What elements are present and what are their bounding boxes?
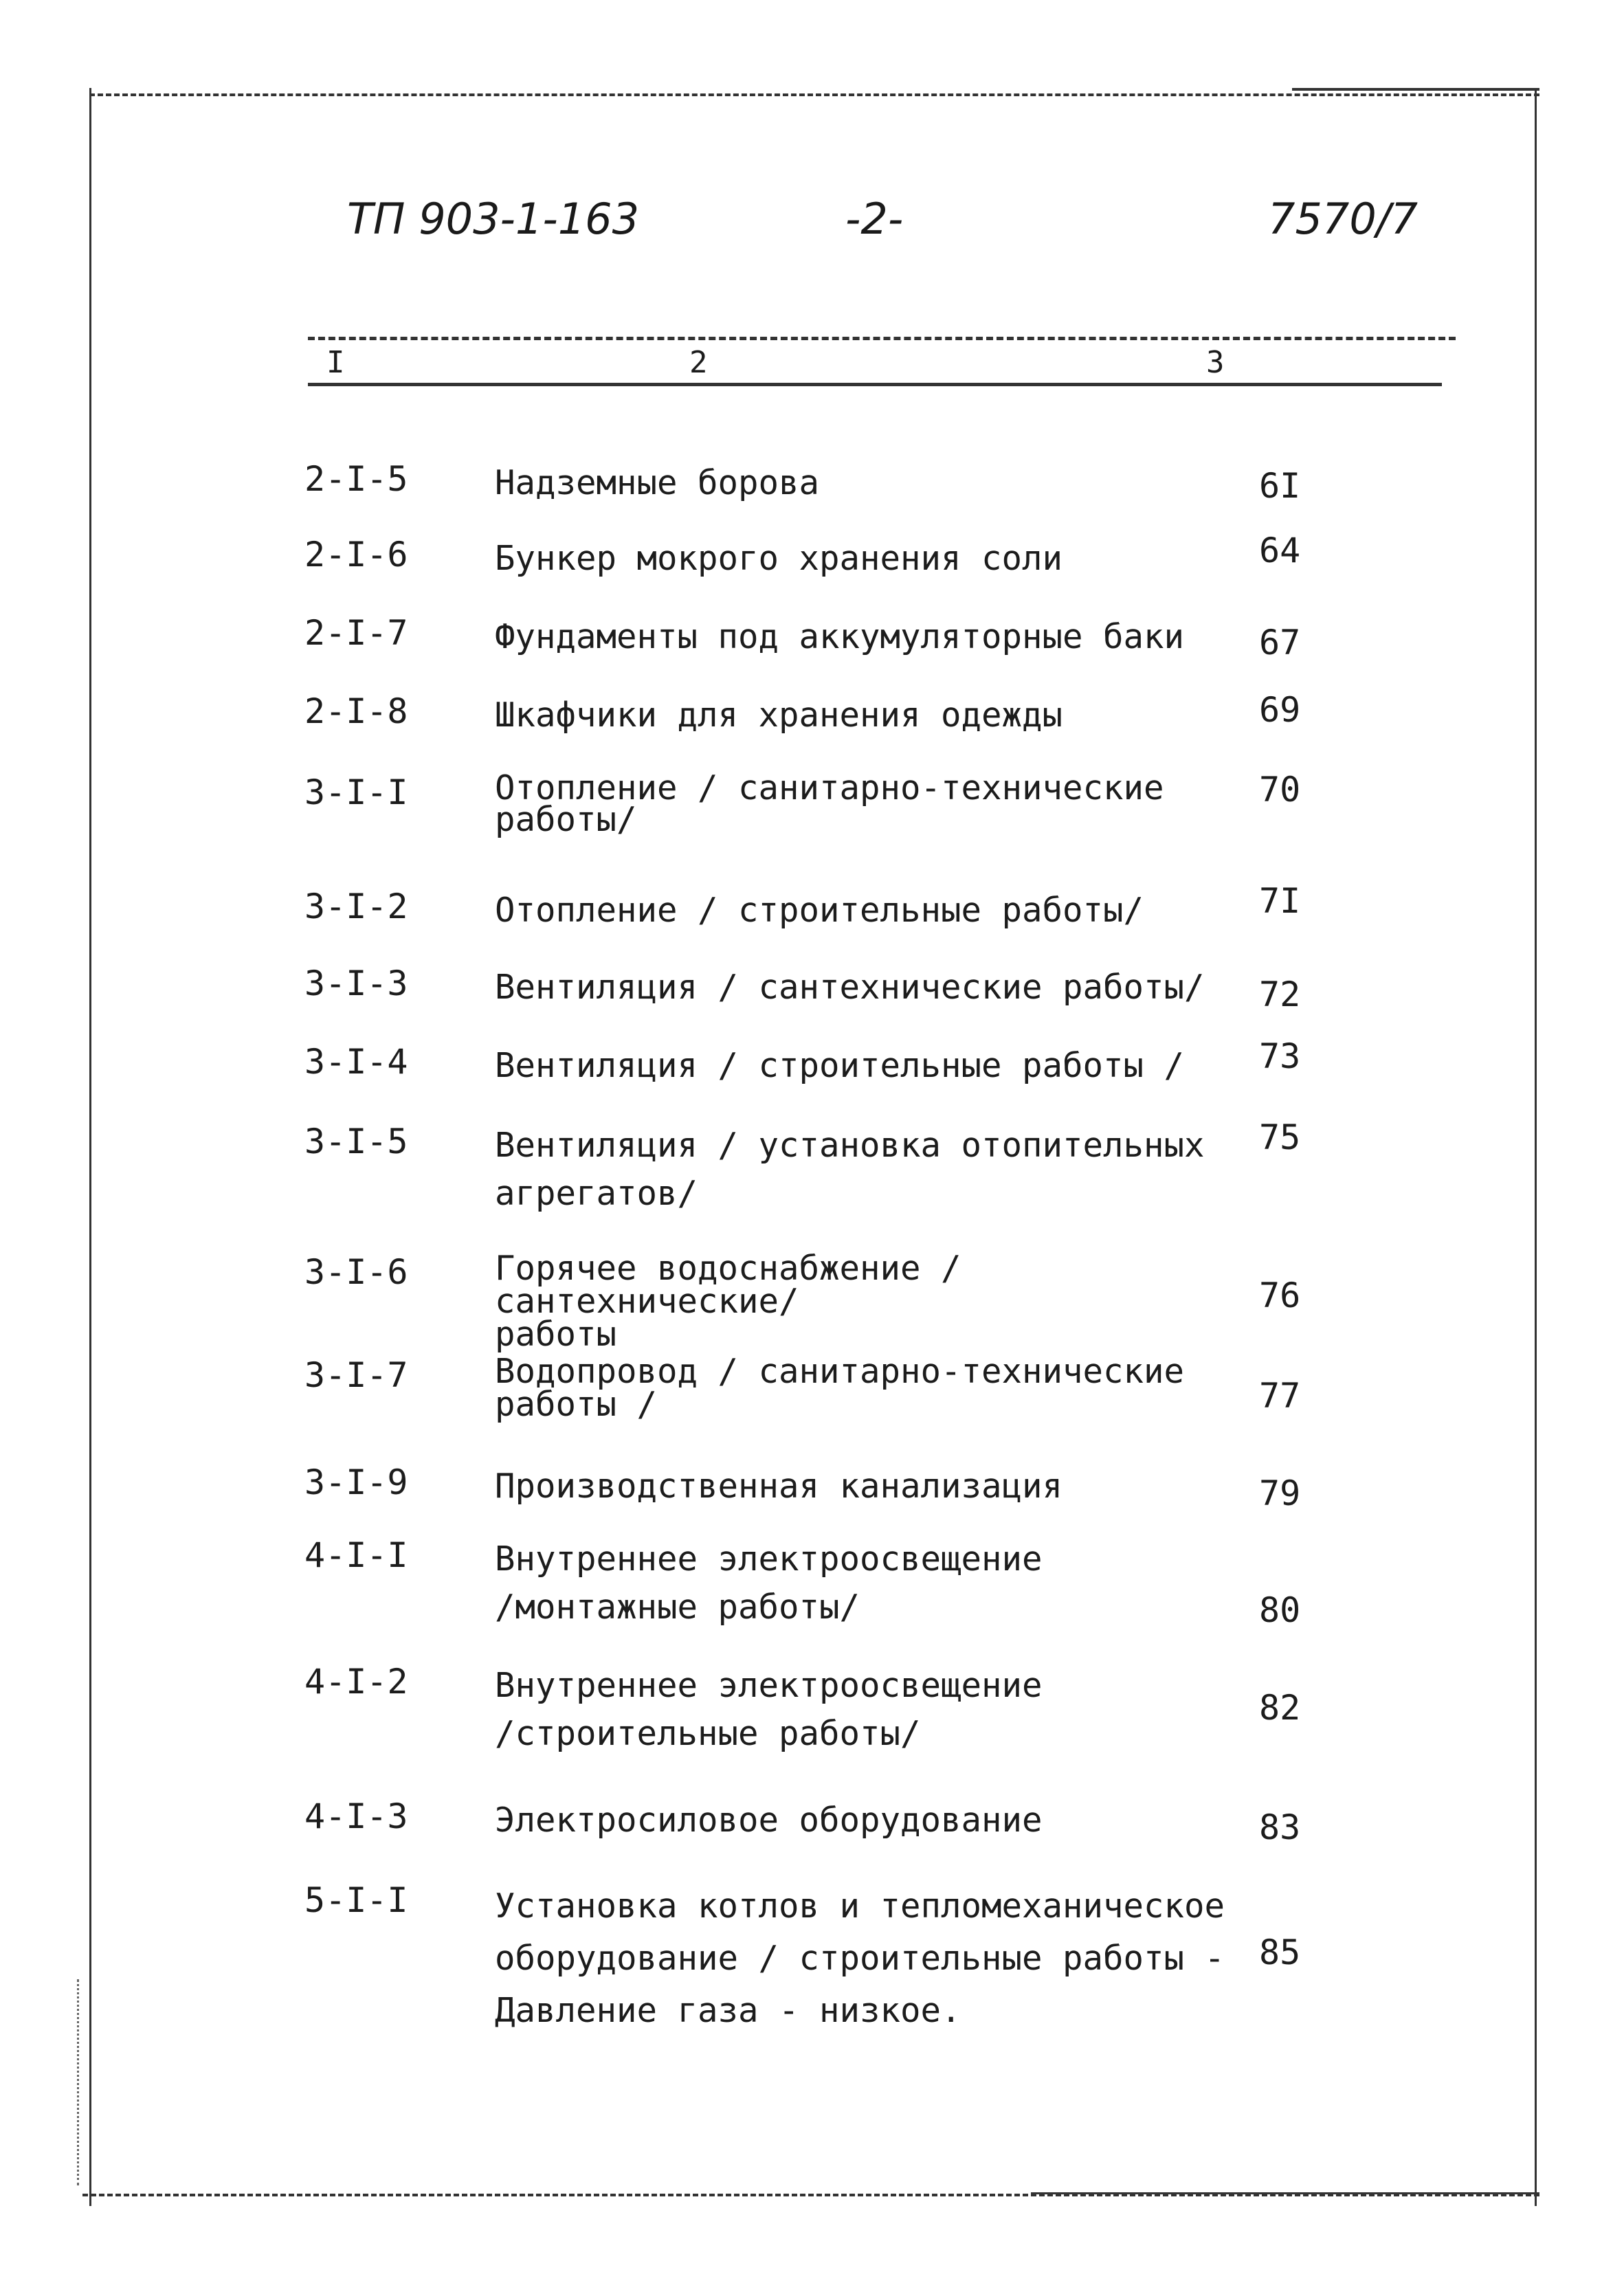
entry-page: 85 [1259, 1933, 1301, 1972]
entry-page: 77 [1259, 1376, 1301, 1416]
entry-title: Водопровод / санитарно-технические работы / [495, 1352, 1185, 1424]
entry-title: Надземные борова [495, 463, 820, 502]
entry-title: Фундаменты под аккумуляторные баки [495, 617, 1185, 656]
entry-code: 4-I-I [304, 1535, 408, 1575]
entry-title: Вентиляция / строительные работы / [495, 1046, 1185, 1085]
entry-code: 3-I-6 [304, 1252, 408, 1292]
entry-code: 3-I-2 [304, 887, 408, 926]
entry-code: 2-I-6 [304, 535, 408, 575]
entry-page: 82 [1259, 1688, 1301, 1728]
entry-code: 2-I-7 [304, 613, 408, 653]
entry-title: Шкафчики для хранения одежды [495, 695, 1063, 735]
entry-page: 83 [1259, 1807, 1301, 1847]
entry-code: 2-I-8 [304, 691, 408, 731]
entry-page: 7I [1259, 881, 1301, 921]
page-number: -2- [845, 194, 904, 244]
entry-page: 69 [1259, 690, 1301, 730]
column-header-3: 3 [1206, 345, 1225, 380]
entry-code: 3-I-I [304, 772, 408, 812]
top-border-dashed [89, 93, 1539, 96]
entry-page: 6I [1259, 466, 1301, 506]
entry-title: Бункер мокрого хранения соли [495, 539, 1063, 578]
entry-page: 80 [1259, 1590, 1301, 1630]
entry-code: 4-I-3 [304, 1796, 408, 1836]
entry-title: Внутреннее электроосвещение /строительные работы/ [495, 1666, 1043, 1753]
entry-title: Внутреннее электроосвещение /монтажные работы/ [495, 1539, 1043, 1627]
entry-title: Установка котлов и тепломеханическое оборудование / строительные работы - Давление газа - низкое. [495, 1886, 1225, 2030]
entry-code: 3-I-3 [304, 964, 408, 1003]
entry-title: Отопление / строительные работы/ [495, 891, 1144, 930]
sheet-number: 7570/7 [1268, 194, 1419, 244]
entry-code: 5-I-I [304, 1880, 408, 1920]
entry-page: 72 [1259, 974, 1301, 1014]
entry-title: Производственная канализация [495, 1467, 1063, 1506]
entry-page: 67 [1259, 623, 1301, 662]
entry-code: 4-I-2 [304, 1662, 408, 1702]
entry-title: Отопление / санитарно-технические работы/ [495, 768, 1164, 839]
entry-title: Вентиляция / сантехнические работы/ [495, 968, 1205, 1007]
column-header-2: 2 [689, 345, 708, 380]
entry-page: 64 [1259, 531, 1301, 570]
entry-title: Вентиляция / установка отопительных агрегатов/ [495, 1126, 1205, 1213]
entry-title: Электросиловое оборудование [495, 1801, 1043, 1840]
column-header-bottom-rule [308, 383, 1442, 386]
column-header-top-rule [308, 337, 1456, 340]
entry-page: 79 [1259, 1473, 1301, 1513]
entry-code: 3-I-4 [304, 1042, 408, 1082]
entry-page: 73 [1259, 1036, 1301, 1076]
left-dotted-margin [77, 1979, 79, 2185]
entry-code: 3-I-9 [304, 1462, 408, 1502]
entry-code: 2-I-5 [304, 459, 408, 499]
entry-code: 3-I-5 [304, 1122, 408, 1161]
top-border-solid [1292, 88, 1539, 91]
entry-page: 75 [1259, 1117, 1301, 1157]
entry-code: 3-I-7 [304, 1355, 408, 1395]
bottom-border-solid [1031, 2192, 1539, 2194]
entry-title: Горячее водоснабжение /сантехнические/ работы [495, 1249, 961, 1354]
entry-page: 76 [1259, 1276, 1301, 1315]
column-header-1: I [326, 345, 345, 380]
entry-page: 70 [1259, 770, 1301, 810]
document-code: ТП 903-1-163 [347, 194, 640, 244]
